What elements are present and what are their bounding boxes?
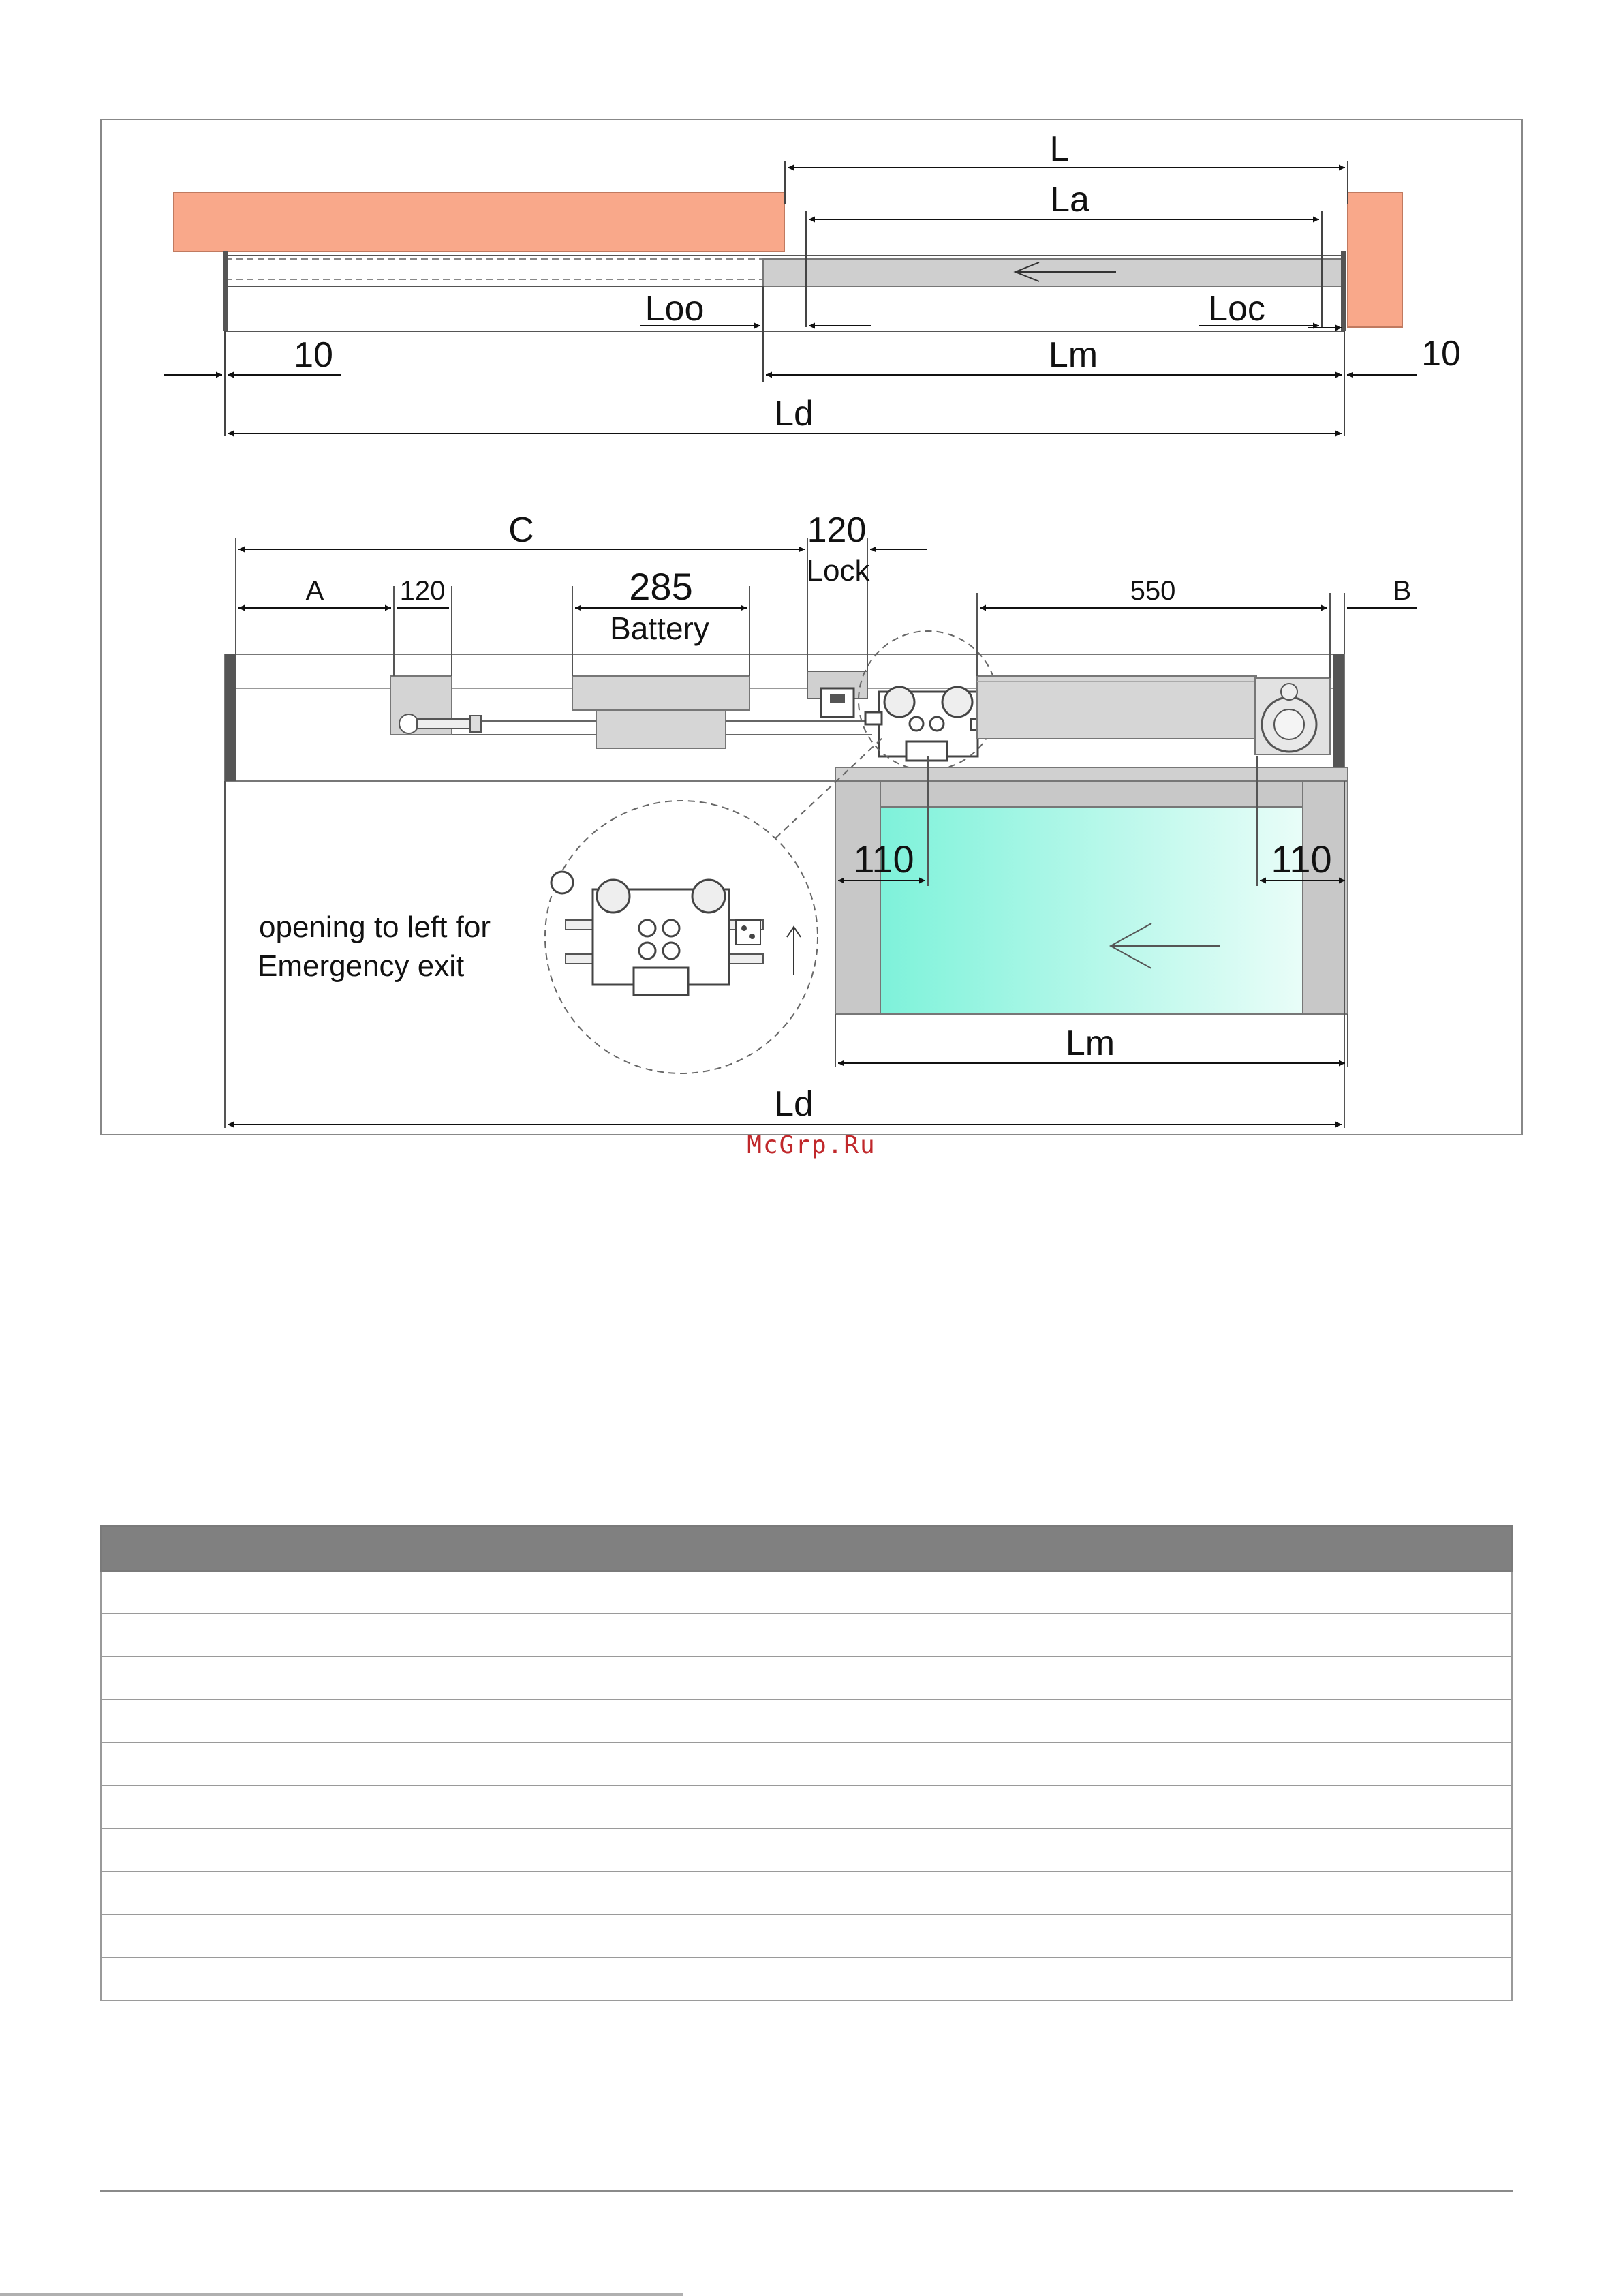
- label-110-left: 110: [853, 838, 914, 881]
- table-row: [101, 1828, 1512, 1871]
- label-Ld-bottom: Ld: [774, 1084, 814, 1124]
- label-La: La: [1050, 180, 1089, 219]
- table-header-row: [101, 1526, 1512, 1571]
- left-wall: [174, 192, 784, 251]
- label-Loc: Loc: [1208, 289, 1265, 328]
- label-battery: Battery: [610, 611, 709, 646]
- emergency-note-line-1: opening to left for: [259, 910, 491, 944]
- table-cell: [101, 1700, 1512, 1743]
- label-Lm-top: Lm: [1048, 335, 1098, 375]
- label-550: 550: [1130, 576, 1176, 606]
- table-row: [101, 1614, 1512, 1657]
- table-cell: [101, 1786, 1512, 1828]
- right-wall: [1348, 192, 1402, 327]
- door-frame-left: [835, 781, 880, 1014]
- label-Ld-top: Ld: [774, 394, 814, 433]
- label-B: B: [1393, 576, 1412, 606]
- table-row: [101, 1957, 1512, 2000]
- table-row: [101, 1657, 1512, 1700]
- control-unit: [977, 676, 1256, 739]
- label-110-right: 110: [1271, 838, 1332, 881]
- table-row: [101, 1700, 1512, 1743]
- label-offset-left: 10: [294, 335, 333, 375]
- door-frame-top: [880, 781, 1303, 807]
- table-cell: [101, 1914, 1512, 1957]
- table-cell: [101, 1657, 1512, 1700]
- table-header: [101, 1526, 1512, 1571]
- table-row: [101, 1743, 1512, 1786]
- door-frame-right: [1303, 781, 1348, 1014]
- door-top-rail: [835, 767, 1348, 781]
- end-cap-left: [225, 654, 236, 781]
- table-cell: [101, 1957, 1512, 2000]
- front-view: [225, 510, 1417, 1128]
- label-L: L: [1049, 129, 1070, 169]
- table-row: [101, 1786, 1512, 1828]
- bottom-edge-line: [0, 2293, 683, 2296]
- carriage: [865, 687, 983, 761]
- table-cell: [101, 1571, 1512, 1614]
- table-cell: [101, 1871, 1512, 1914]
- glass-panel: [880, 807, 1303, 1014]
- label-offset-right: 10: [1421, 334, 1461, 373]
- watermark: McGrp.Ru: [747, 1131, 876, 1159]
- label-Lm-bottom: Lm: [1065, 1024, 1115, 1063]
- label-285: 285: [629, 565, 693, 608]
- label-lock: Lock: [806, 554, 870, 587]
- carriage-detail-view: [545, 737, 883, 1073]
- battery-block: [572, 676, 749, 710]
- label-Loo: Loo: [645, 289, 705, 328]
- table-cell: [101, 1743, 1512, 1786]
- label-C: C: [508, 510, 534, 550]
- table-row: [101, 1914, 1512, 1957]
- spec-table: [100, 1525, 1513, 2001]
- battery-base: [596, 710, 726, 748]
- table-row: [101, 1571, 1512, 1614]
- top-view: [164, 129, 1461, 436]
- end-post-right: [1341, 251, 1346, 331]
- footer-divider: [100, 2190, 1513, 2192]
- label-120: 120: [399, 576, 446, 606]
- emergency-note-line-2: Emergency exit: [258, 949, 465, 983]
- label-A: A: [305, 576, 324, 606]
- table-cell: [101, 1614, 1512, 1657]
- label-120-lock: 120: [807, 510, 867, 550]
- table-cell: [101, 1828, 1512, 1871]
- table-row: [101, 1871, 1512, 1914]
- end-post-left: [223, 251, 228, 331]
- end-cap-right: [1333, 654, 1344, 781]
